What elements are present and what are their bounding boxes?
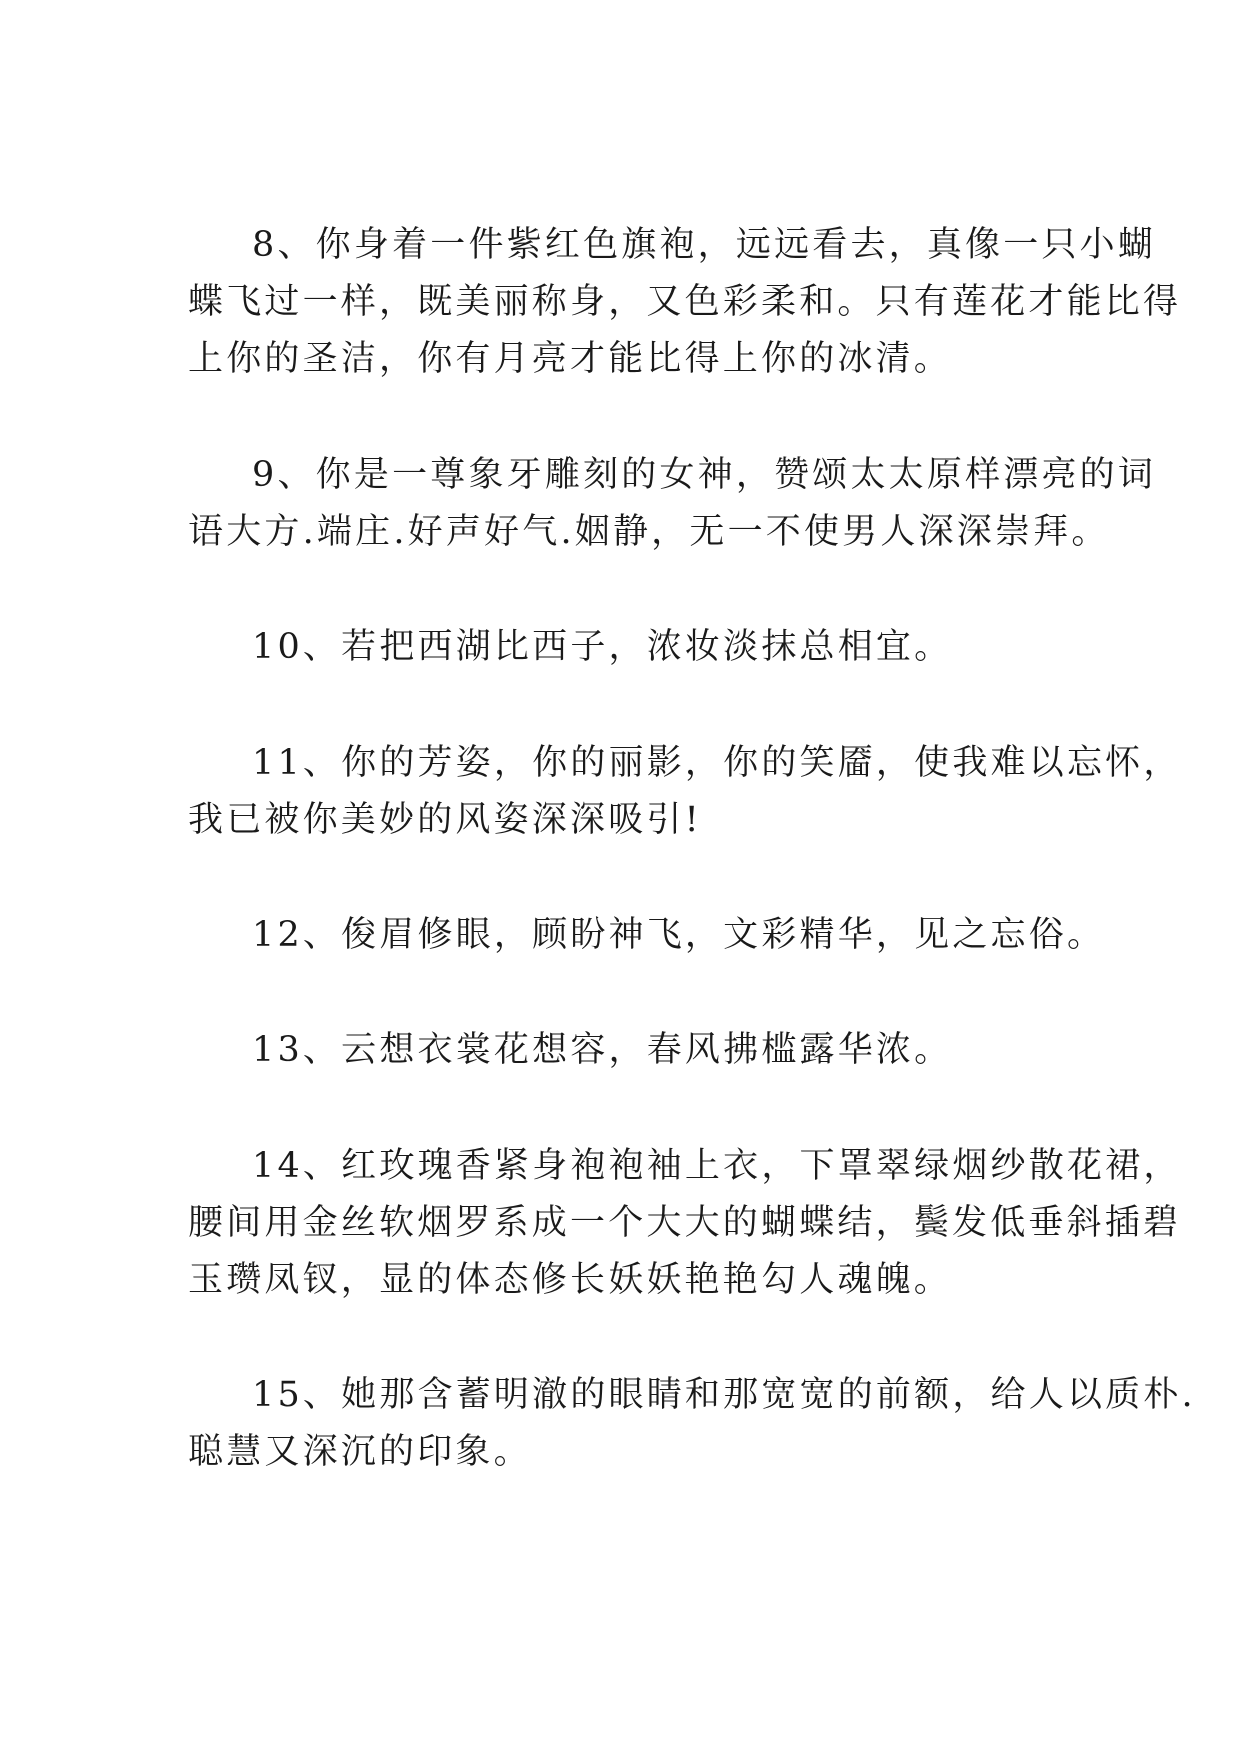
paragraph-15-line-2: 聪慧又深沉的印象。 [188,1432,532,1472]
paragraph-11-line-1: 11、你的芳姿，你的丽影，你的笑靥，使我难以忘怀， [252,743,1182,783]
paragraph-8-line-1: 8、你身着一件紫红色旗袍，远远看去，真像一只小蝴 [252,225,1157,265]
paragraph-13-line-1: 13、云想衣裳花想容，春风拂槛露华浓。 [252,1030,953,1070]
paragraph-9-line-1: 9、你是一尊象牙雕刻的女神，赞颂太太原样漂亮的词 [252,455,1157,495]
paragraph-15-line-1: 15、她那含蓄明澈的眼睛和那宽宽的前额，给人以质朴. [252,1375,1196,1415]
paragraph-8-line-3: 上你的圣洁，你有月亮才能比得上你的冰清。 [188,339,953,379]
paragraph-8-line-2: 蝶飞过一样，既美丽称身，又色彩柔和。只有莲花才能比得 [188,282,1182,322]
paragraph-14-line-2: 腰间用金丝软烟罗系成一个大大的蝴蝶结，鬓发低垂斜插碧 [188,1203,1182,1243]
paragraph-11-line-2: 我已被你美妙的风姿深深吸引! [188,800,702,840]
paragraph-12-line-1: 12、俊眉修眼，顾盼神飞，文彩精华，见之忘俗。 [252,915,1106,955]
paragraph-14-line-3: 玉瓒凤钗，显的体态修长妖妖艳艳勾人魂魄。 [188,1260,953,1300]
paragraph-9-line-2: 语大方.端庄.好声好气.姻静，无一不使男人深深崇拜。 [188,512,1110,552]
paragraph-10-line-1: 10、若把西湖比西子，浓妆淡抹总相宜。 [252,627,953,667]
paragraph-14-line-1: 14、红玫瑰香紧身袍袍袖上衣，下罩翠绿烟纱散花裙， [252,1146,1182,1186]
